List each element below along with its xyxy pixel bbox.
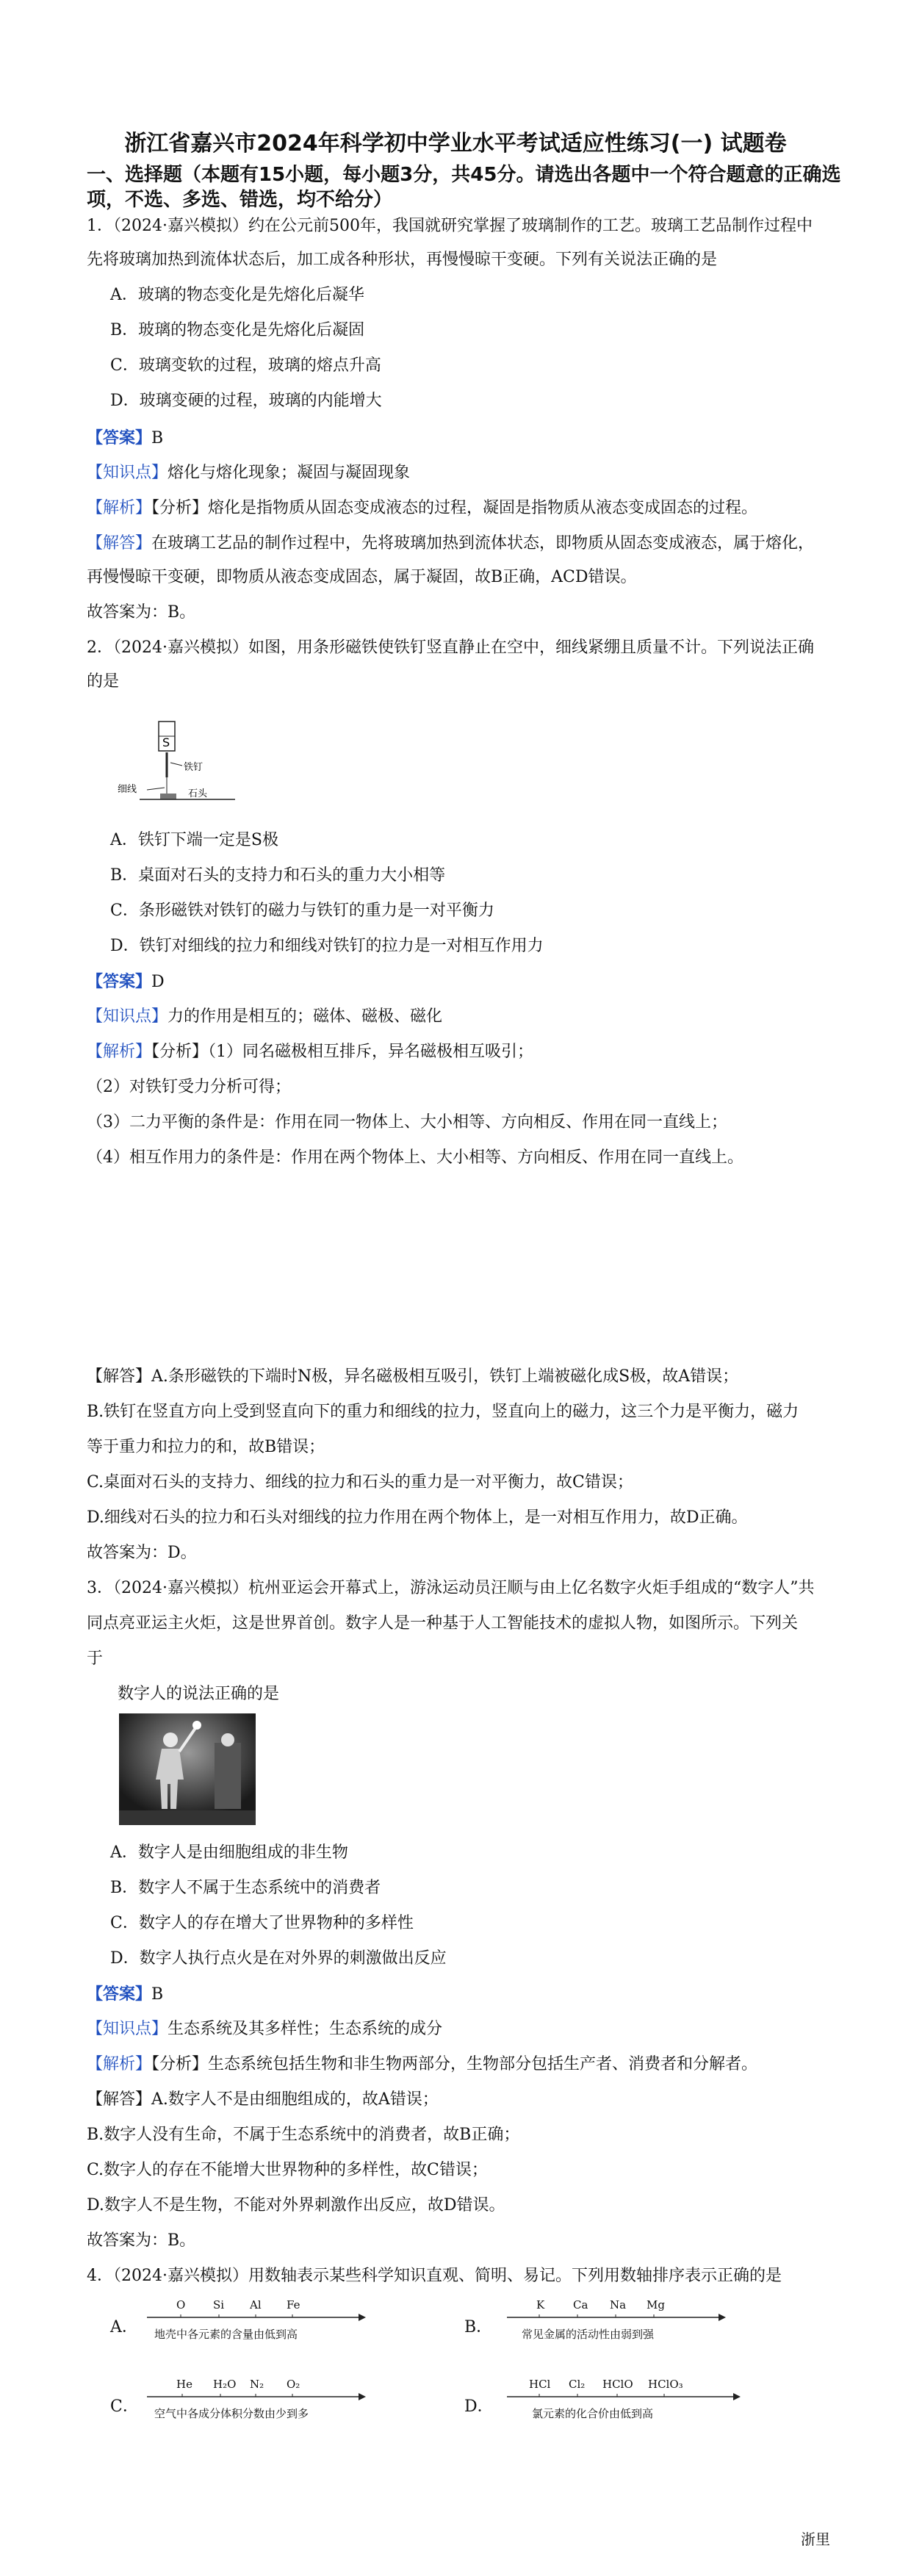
- axis-label: H₂O: [213, 2378, 237, 2391]
- knowledge-text: 熔化与熔化现象；凝固与凝固现象: [168, 464, 411, 482]
- axis-arrow: [147, 2311, 367, 2323]
- q1-solution-cont: 再慢慢晾干变硬，即物质从液态变成固态，属于凝固，故B正确，ACD错误。: [87, 568, 637, 586]
- solution-text: 在玻璃工艺品的制作过程中，先将玻璃加热到流体状态，即物质从固态变成液态，属于熔化，: [151, 534, 815, 553]
- q2-final: 故答案为：D。: [87, 1544, 197, 1562]
- axis-arrow: [507, 2391, 742, 2403]
- analysis-text: 【分析】生态系统包括生物和非生物两部分，生物部分包括生产者、消费者和分解者。: [151, 2055, 758, 2073]
- magnet-pole-label: S: [162, 735, 170, 749]
- q1-stem: 1．（2024·嘉兴模拟）约在公元前500年，我国就研究掌握了玻璃制作的工艺。玻璃工艺品制作过程中: [87, 217, 813, 235]
- q4-option-d-axis: [507, 2378, 749, 2422]
- q1-answer: [87, 426, 824, 450]
- q2-solution-2: B.铁钉在竖直方向上受到竖直向下的重力和细线的拉力，竖直向上的磁力，这三个力是平衡力，磁力: [87, 1403, 799, 1421]
- q1-knowledge: [87, 461, 824, 485]
- q3-stem-3: 于: [87, 1649, 104, 1668]
- q2-stem: 2．（2024·嘉兴模拟）如图，用条形磁铁使铁钉竖直静止在空中，细线紧绷且质量不计。下列说法正确: [87, 638, 814, 657]
- section-heading: 一、选择题（本题有15小题，每小题3分，共45分。请选出各题中一个符合题意的正确选: [87, 164, 841, 186]
- q2-solution-3: 等于重力和拉力的和，故B错误；: [87, 1438, 325, 1456]
- axis-label: O₂: [287, 2378, 300, 2391]
- q2-solution-5: D.细线对石头的拉力和石头对细线的拉力作用在两个物体上，是一对相互作用力，故D正确。: [87, 1508, 748, 1527]
- axis-caption: 地壳中各元素的含量由低到高: [154, 2328, 298, 2341]
- q4-option-c-letter: C．: [110, 2397, 139, 2416]
- axis-caption: 常见金属的活动性由弱到强: [522, 2328, 655, 2341]
- axis-label: Al: [250, 2298, 262, 2311]
- analysis-tag: 【解析】: [87, 499, 152, 517]
- solution-tag: 【解答】: [87, 534, 152, 553]
- torch-tower: [215, 1743, 241, 1809]
- q2-analysis-2: （2）对铁钉受力分析可得；: [87, 1078, 291, 1096]
- answer-tag: 【答案】: [87, 1985, 152, 2004]
- q2-solution-4: C.桌面对石头的支持力、细线的拉力和石头的重力是一对平衡力，故C错误；: [87, 1473, 633, 1492]
- q3-option-a: A．数字人是由细胞组成的非生物: [110, 1843, 348, 1862]
- q2-analysis-3: （3）二力平衡的条件是：作用在同一物体上、大小相等、方向相反、作用在同一直线上；: [87, 1113, 728, 1132]
- q2-answer: [87, 970, 824, 994]
- axis-label: Fe: [287, 2298, 300, 2311]
- q3-stem-2: 同点亮亚运主火炬，这是世界首创。数字人是一种基于人工智能技术的虚拟人物，如图所示。下列关: [87, 1614, 799, 1633]
- knowledge-text: 力的作用是相互的；磁体、磁极、磁化: [168, 1007, 443, 1026]
- stage-floor: [119, 1810, 256, 1825]
- q3-analysis: [87, 2053, 824, 2076]
- answer-value: B: [151, 429, 164, 447]
- q4-option-c-axis: [147, 2378, 367, 2422]
- q1-final: 故答案为：B。: [87, 603, 196, 622]
- stone: [160, 794, 176, 799]
- q3-final: 故答案为：B。: [87, 2231, 196, 2250]
- answer-tag: 【答案】: [87, 972, 152, 991]
- q3-option-b: B．数字人不属于生态系统中的消费者: [110, 1879, 381, 1897]
- q2-option-d: D．铁钉对细线的拉力和细线对铁钉的拉力是一对相互作用力: [110, 937, 544, 955]
- q2-option-b: B．桌面对石头的支持力和石头的重力大小相等: [110, 866, 446, 885]
- q1-option-d: D．玻璃变硬的过程，玻璃的内能增大: [110, 392, 382, 410]
- axis-label: Mg: [647, 2298, 665, 2311]
- axis-label: Na: [610, 2298, 627, 2311]
- q1-solution: [87, 532, 824, 555]
- torch-flame: [192, 1721, 201, 1730]
- q3-solution-3: C.数字人的存在不能增大世界物种的多样性，故C错误；: [87, 2161, 488, 2179]
- q2-analysis-4: （4）相互作用力的条件是：作用在两个物体上、大小相等、方向相反、作用在同一直线上。: [87, 1148, 744, 1167]
- q3-option-d: D．数字人执行点火是在对外界的刺激做出反应: [110, 1949, 447, 1968]
- q1-option-c: C．玻璃变软的过程，玻璃的熔点升高: [110, 356, 381, 375]
- axis-arrow: [147, 2391, 367, 2403]
- analysis-text: 【分析】熔化是指物质从固态变成液态的过程，凝固是指物质从液态变成固态的过程。: [151, 499, 758, 517]
- q3-solution-4: D.数字人不是生物，不能对外界刺激作出反应，故D错误。: [87, 2196, 505, 2215]
- analysis-tag: 【解析】: [87, 1043, 152, 1061]
- q1-option-b: B．玻璃的物态变化是先熔化后凝固: [110, 321, 365, 339]
- q3-solution: 【解答】A.数字人不是由细胞组成的，故A错误；: [87, 2090, 439, 2109]
- knowledge-tag: 【知识点】: [87, 2020, 168, 2038]
- q4-option-a-letter: A．: [110, 2318, 138, 2336]
- q3-stem: 3．（2024·嘉兴模拟）杭州亚运会开幕式上，游泳运动员汪顺与由上亿名数字火炬手组成的“数字人”共: [87, 1579, 815, 1597]
- q3-solution-2: B.数字人没有生命，不属于生态系统中的消费者，故B正确；: [87, 2126, 520, 2144]
- nail-pointer: [170, 763, 182, 766]
- q2-analysis: [87, 1040, 824, 1064]
- axis-label: Ca: [573, 2298, 588, 2311]
- axis-label: HCl: [529, 2378, 551, 2391]
- q4-stem: 4．（2024·嘉兴模拟）用数轴表示某些科学知识直观、简明、易记。下列用数轴排序表示正确的是: [87, 2267, 782, 2285]
- q3-answer: [87, 1982, 824, 2007]
- answer-tag: 【答案】: [87, 428, 152, 447]
- axis-label: He: [176, 2378, 192, 2391]
- page-footer: 浙里: [801, 2530, 830, 2548]
- q4-option-b-axis: [507, 2298, 727, 2342]
- q4-option-b-letter: B．: [464, 2318, 493, 2336]
- page-title: 浙江省嘉兴市2024年科学初中学业水平考试适应性练习(一) 试题卷: [124, 131, 787, 156]
- thread-label: 细线: [118, 784, 137, 795]
- stone-label: 石头: [188, 788, 208, 799]
- axis-label: Si: [213, 2298, 225, 2311]
- axis-label: O: [176, 2298, 186, 2311]
- axis-caption: 空气中各成分体积分数由少到多: [154, 2407, 309, 2420]
- figure-head: [163, 1733, 178, 1747]
- nail-label: 铁钉: [184, 762, 204, 773]
- q3-option-c: C．数字人的存在增大了世界物种的多样性: [110, 1914, 414, 1932]
- q1-option-a: A．玻璃的物态变化是先熔化后凝华: [110, 286, 364, 304]
- knowledge-text: 生态系统及其多样性；生态系统的成分: [168, 2020, 443, 2038]
- section-heading-cont: 项，不选、多选、错选，均不给分）: [87, 189, 393, 211]
- digital-human-photo: [119, 1713, 256, 1825]
- q1-analysis: [87, 497, 824, 520]
- knowledge-tag: 【知识点】: [87, 464, 168, 482]
- q1-stem-cont: 先将玻璃加热到流体状态后，加工成各种形状，再慢慢晾干变硬。下列有关说法正确的是: [87, 251, 718, 269]
- axis-label: K: [536, 2298, 545, 2311]
- answer-value: D: [151, 973, 165, 991]
- answer-value: B: [151, 1985, 164, 2004]
- q2-option-a: A．铁钉下端一定是S极: [110, 831, 278, 849]
- q3-knowledge: [87, 2018, 824, 2041]
- main-torch: [221, 1733, 234, 1746]
- knowledge-tag: 【知识点】: [87, 1007, 168, 1026]
- axis-label: HClO₃: [648, 2378, 683, 2391]
- q2-stem-cont: 的是: [87, 672, 120, 691]
- q2-option-c: C．条形磁铁对铁钉的磁力与铁钉的重力是一对平衡力: [110, 902, 494, 920]
- q4-option-a-axis: [147, 2298, 367, 2342]
- axis-arrow: [507, 2311, 727, 2323]
- analysis-tag: 【解析】: [87, 2055, 152, 2073]
- q2-knowledge: [87, 1005, 824, 1029]
- q4-option-d-letter: D．: [464, 2397, 494, 2416]
- magnet-nail-figure: [118, 720, 279, 808]
- axis-caption: 氯元素的化合价由低到高: [532, 2407, 654, 2420]
- thread-pointer: [147, 788, 165, 790]
- q2-solution: 【解答】A.条形磁铁的下端时N极，异名磁极相互吸引，铁钉上端被磁化成S极，故A错误；: [87, 1367, 739, 1386]
- analysis-text: 【分析】（1）同名磁极相互排斥，异名磁极相互吸引；: [151, 1043, 534, 1061]
- axis-label: HClO: [602, 2378, 633, 2391]
- axis-label: Cl₂: [569, 2378, 586, 2391]
- axis-label: N₂: [250, 2378, 264, 2391]
- q3-subline: 数字人的说法正确的是: [118, 1685, 280, 1703]
